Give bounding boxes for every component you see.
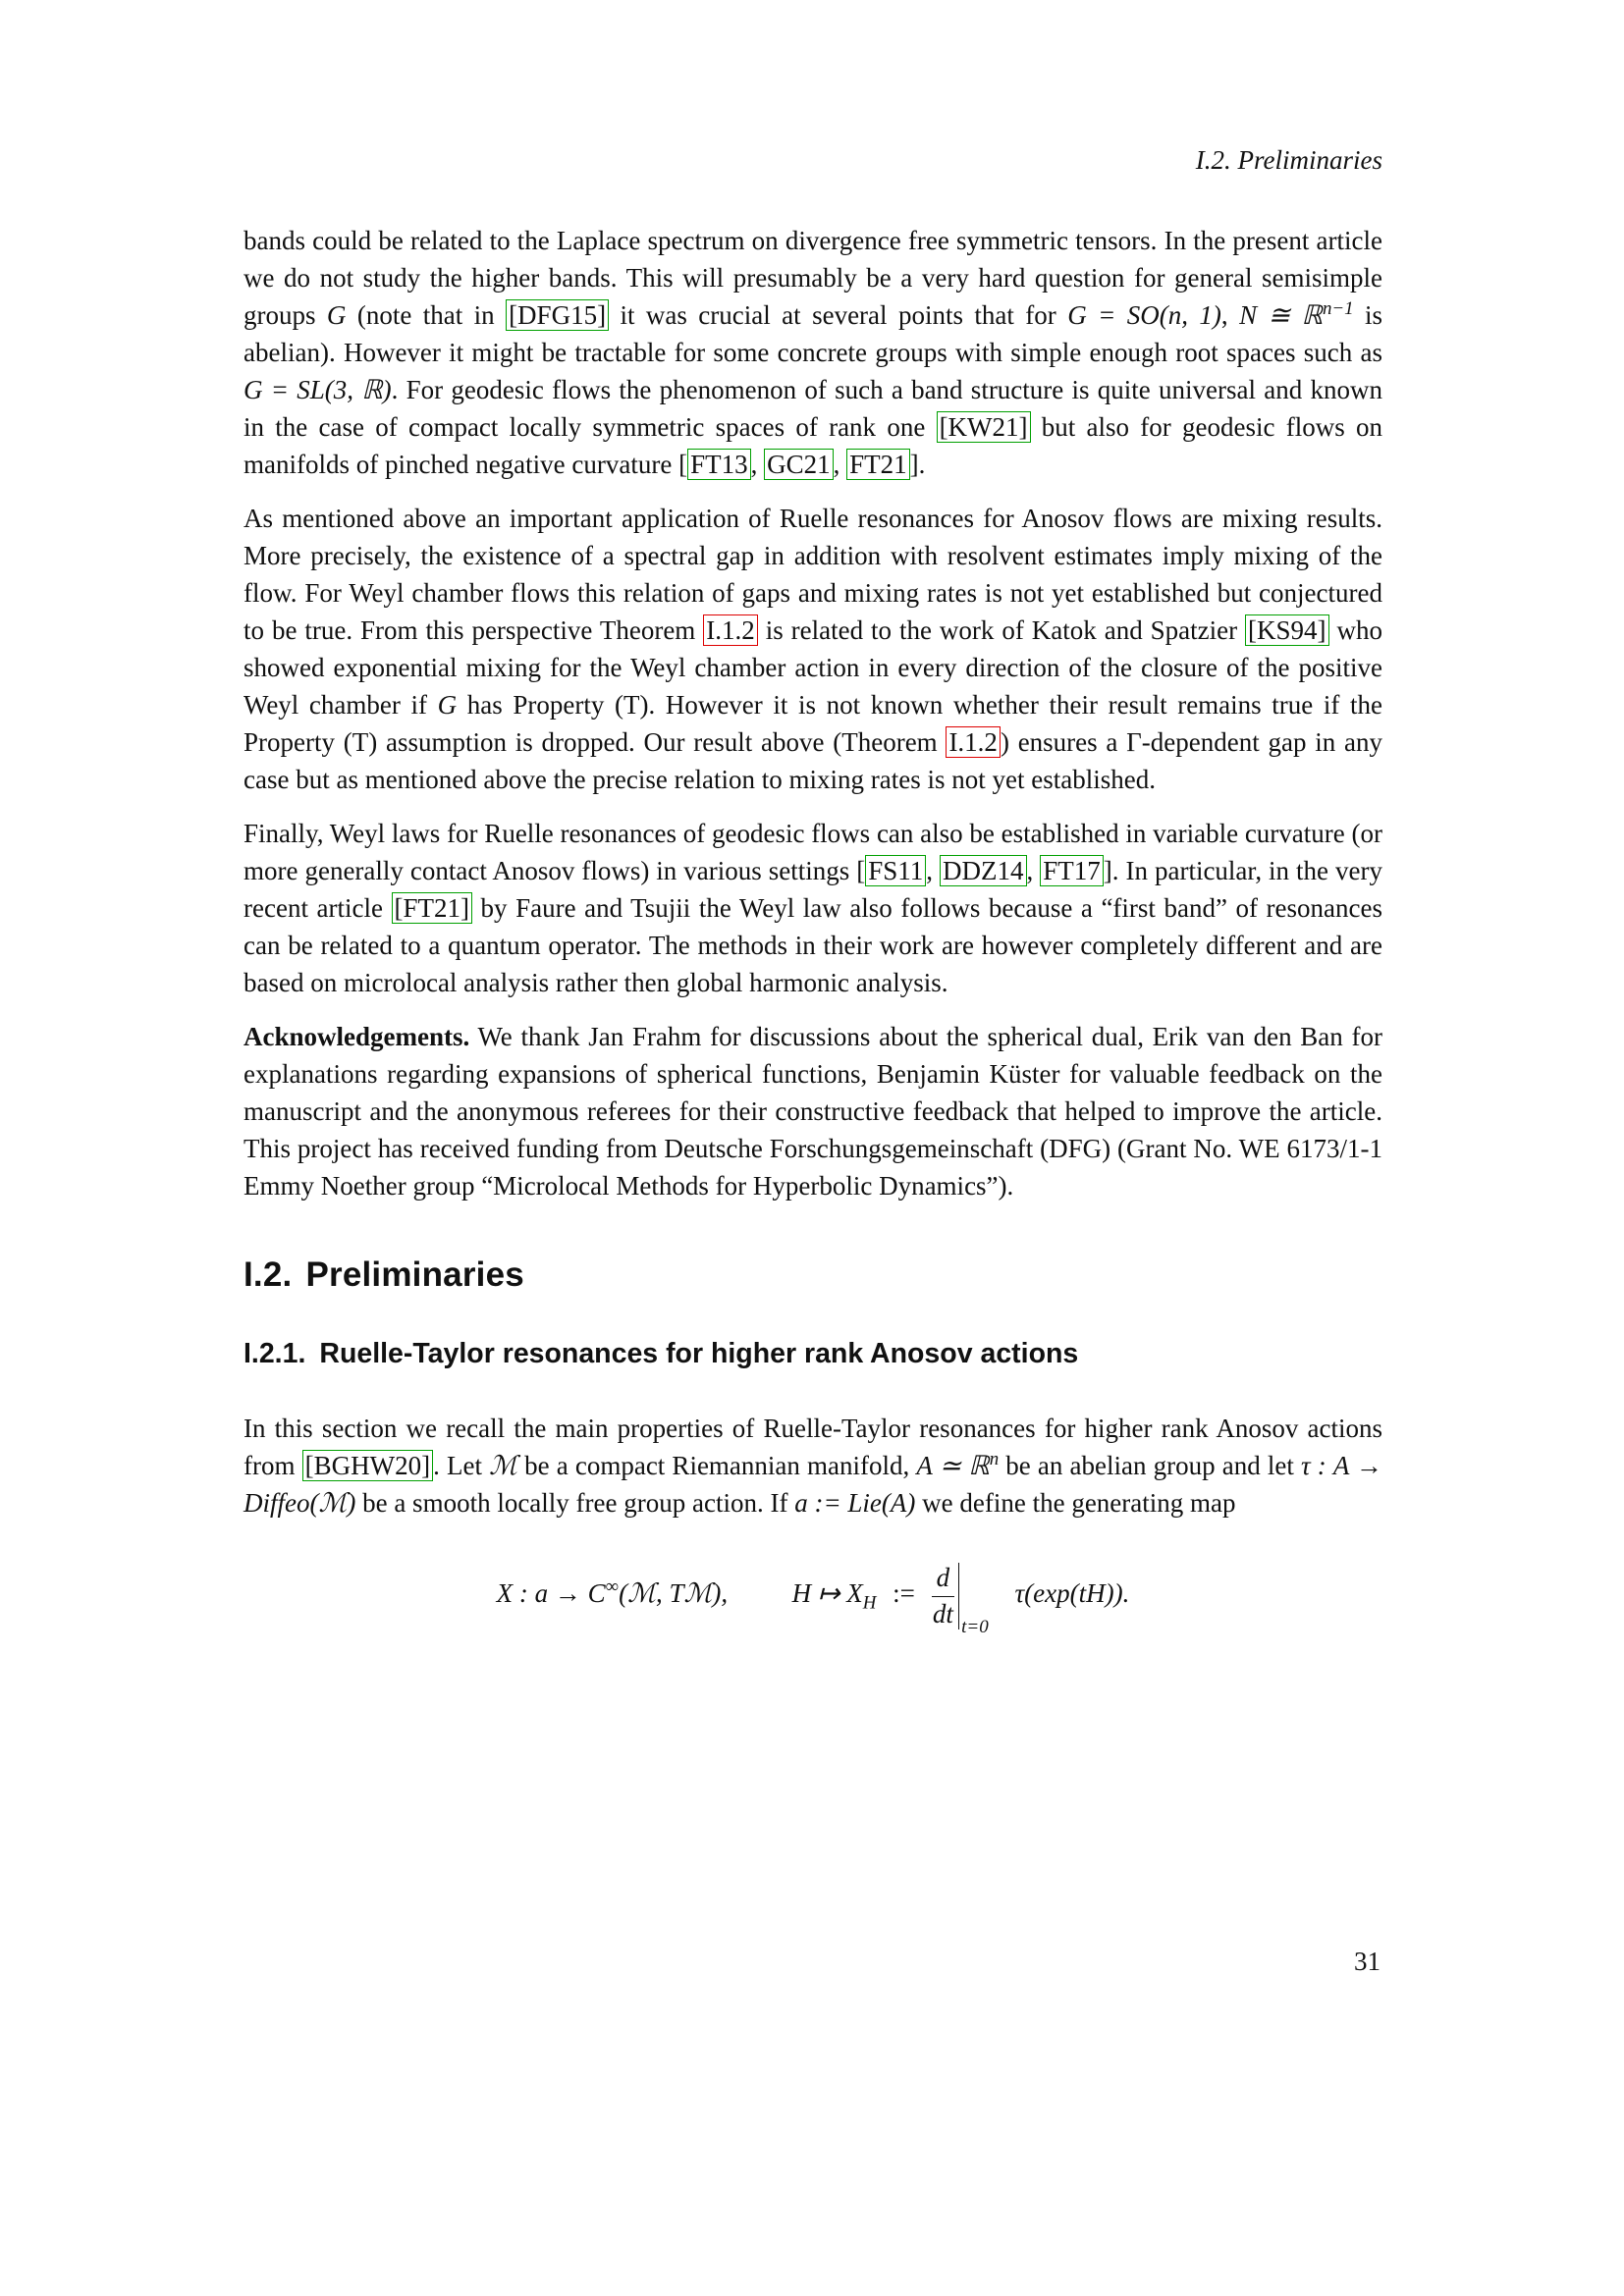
text-run: has Property (T). However it is not known whether their result remains true if the Property (T) assumption is dropped. Our result above (Theorem [244,690,1383,757]
text-run: (note that in [346,300,507,330]
subsection-title: Ruelle-Taylor resonances for higher rank Anosov actions [319,1338,1079,1369]
equation-rhs: τ(exp(tH)). [1014,1578,1130,1609]
text-run: but also for geodesic flows on manifolds of pinched negative curvature [ [244,412,1382,479]
citation-link[interactable]: [DFG15] [506,299,609,331]
text-run: , [926,856,941,885]
text-run: be a compact Riemannian manifold, [516,1451,917,1480]
section-title: Preliminaries [305,1255,524,1294]
running-header: I.2. Preliminaries [1195,145,1382,175]
text-run: , [1026,856,1041,885]
text-block [244,145,1383,1637]
text-run: is abelian). However it might be tractable for some concrete groups with simple enough root spaces such as [244,300,1383,367]
paragraph [244,500,1382,798]
fraction-numerator: d [932,1563,955,1597]
text-run: ]. In particular, in the very recent article [244,856,1382,923]
equation-map-head: H ↦ X [791,1578,863,1609]
text-run: bands could be related to the Laplace spectrum on divergence free symmetric tensors. In the present article we do not study the higher bands. This will presumably be a very hard question for general semisimple groups [244,226,1382,330]
equation-lhs-superscript: ∞ [605,1576,620,1598]
citation-link[interactable]: FT13 [687,449,751,480]
subsection-number: I.2.1. [244,1338,306,1369]
paragraphs-section [244,1410,1382,1522]
paragraph [244,1410,1382,1522]
text-run: . For geodesic flows the phenomenon of such a band structure is quite universal and known in the case of compact locally symmetric spaces of rank one [244,375,1382,442]
text-run: ) ensures a Γ-dependent gap in any case but as mentioned above the precise relation to mixing rates is not yet established. [244,727,1382,794]
math-run: a := Lie(A) [794,1488,916,1518]
cross-reference-link[interactable]: I.1.2 [946,726,1001,758]
fraction [932,1563,955,1629]
bold-run: Acknowledgements. [244,1022,470,1051]
math-superscript: n−1 [1322,298,1354,319]
text-run: We thank Jan Frahm for discussions about the spherical dual, Erik van den Ban for explanations regarding expansions of spherical functions, Benjamin Küster for valuable feedback on the manuscript and the anonymous referees for their constructive feedback that helped to improve the article. This project has received funding from Deutsche Forschungsgemeinschaft (DFG) (Grant No. WE 6173/1-1 Emmy Noether group “Microlocal Methods for Hyperbolic Dynamics”). [244,1022,1382,1201]
math-run: ℳ [489,1451,517,1480]
subsection-heading [244,1338,1382,1370]
paragraph [244,1018,1382,1204]
text-run: , [750,450,765,479]
text-run: who showed exponential mixing for the Weyl chamber action in every direction of the closure of the positive Weyl chamber if [244,615,1382,720]
text-run: be an abelian group and let [999,1451,1301,1480]
math-superscript: n [989,1449,1000,1469]
text-run: , [833,450,847,479]
text-run: As mentioned above an important application of Ruelle resonances for Anosov flows are mixing results. More precisely, the existence of a spectral gap in addition with resolvent estimates imply mixing of the flow. For Weyl chamber flows this relation of gaps and mixing rates is not yet established but conjectured to be true. From this perspective Theorem [244,504,1382,645]
section-heading [244,1255,1382,1295]
citation-link[interactable]: FT17 [1040,855,1104,886]
equation-lhs: X : a → C [496,1578,606,1609]
evaluation-bar [958,1563,959,1629]
math-run: τ : A → Diffeo(ℳ) [244,1451,1383,1518]
define-equals: := [893,1578,915,1609]
paragraph [244,815,1382,1001]
math-run: G [326,300,347,330]
citation-link[interactable]: [KS94] [1245,614,1329,646]
text-run: . Let [433,1451,490,1480]
text-run: it was crucial at several points that for [609,300,1068,330]
derivative-fraction [932,1563,989,1637]
cross-reference-link[interactable]: I.1.2 [703,614,758,646]
math-run: G [437,690,458,720]
text-run: by Faure and Tsujii the Weyl law also follows because a “first band” of resonances can be related to a quantum operator. The methods in their work are however completely different and are based on microlocal analysis rather then global harmonic analysis. [244,893,1382,997]
display-equation [244,1563,1382,1637]
citation-link[interactable]: [KW21] [937,411,1031,443]
text-run: In this section we recall the main properties of Ruelle-Taylor resonances for higher rank Anosov actions from [244,1414,1382,1480]
text-run: Finally, Weyl laws for Ruelle resonances of geodesic flows can also be established in variable curvature (or more generally contact Anosov flows) in various settings [ [244,819,1382,885]
page-number: 31 [1354,1947,1380,1976]
evaluation-subscript: t=0 [961,1617,989,1637]
text-run: ]. [909,450,926,479]
equation-lhs-tail: (ℳ, Tℳ), [619,1578,729,1609]
citation-link[interactable]: GC21 [764,449,834,480]
fraction-denominator: dt [932,1599,953,1629]
text-run: , [1220,300,1240,330]
math-run: G = SO(n, 1) [1067,300,1221,330]
citation-link[interactable]: DDZ14 [940,855,1027,886]
math-run: G = SL(3, ℝ) [244,375,392,404]
citation-link[interactable]: [BGHW20] [302,1450,433,1481]
paragraphs-top [244,222,1382,1204]
paragraph [244,222,1382,483]
section-number: I.2. [244,1255,293,1294]
math-run: N ≅ ℝ [1239,300,1323,330]
text-run: be a smooth locally free group action. If [355,1488,795,1518]
text-run: is related to the work of Katok and Spatzier [757,615,1246,645]
equation-map-subscript: H [862,1592,877,1614]
citation-link[interactable]: [FT21] [392,892,473,924]
citation-link[interactable]: FT21 [846,449,910,480]
citation-link[interactable]: FS11 [865,855,926,886]
math-run: A ≃ ℝ [916,1451,990,1480]
text-run: we define the generating map [915,1488,1236,1518]
